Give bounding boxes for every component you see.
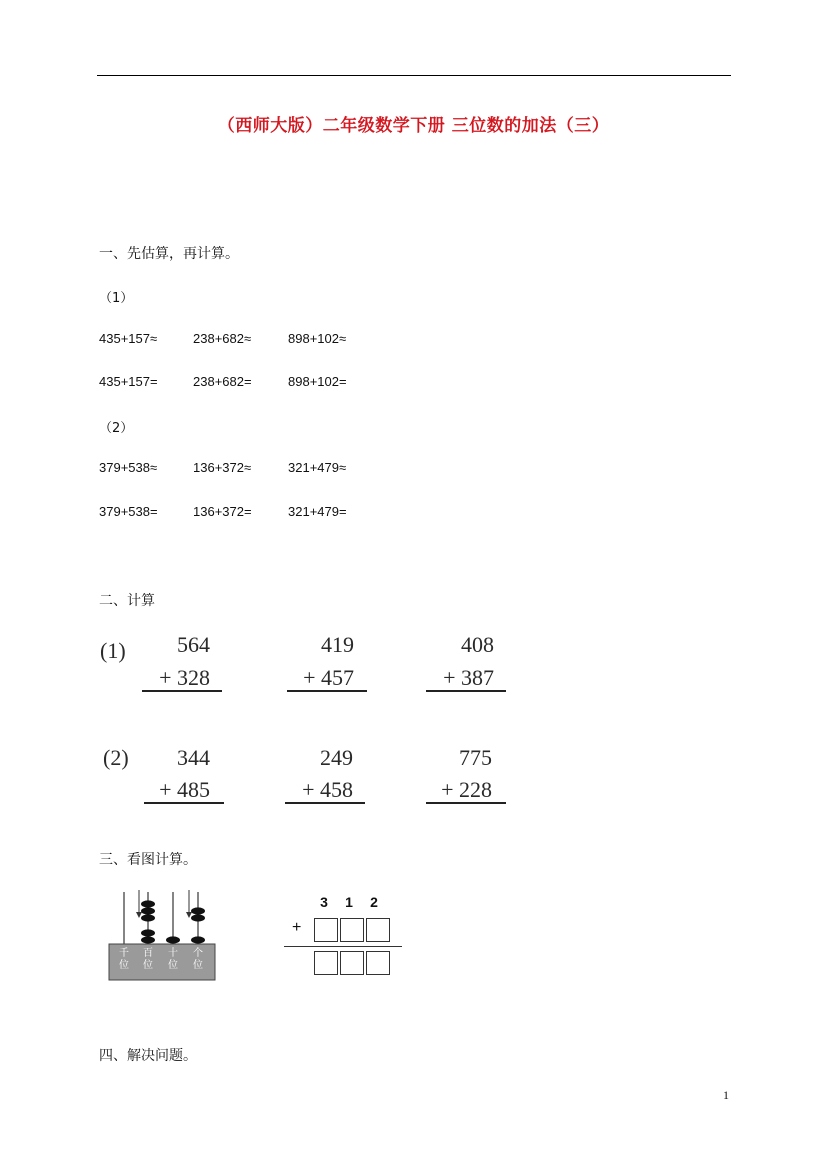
expression: 435+157≈ [99,331,158,346]
addend-digit: 2 [370,894,378,910]
row-1-label: (1) [100,638,126,663]
bottom-addend: + 328 [159,665,210,690]
section-1-part-2-label: （2） [99,421,134,436]
expression: 898+102= [288,374,347,389]
section-1-part-1-label: （1） [99,291,134,306]
expression: 238+682= [193,374,252,389]
top-addend: 564 [177,632,210,657]
addend-digit: 1 [345,894,353,910]
sum-line [144,802,224,804]
top-addend: 419 [321,632,354,657]
section-1-heading: 一、先估算，再计算。 [99,246,239,262]
expression: 136+372= [193,504,252,519]
expression: 379+538≈ [99,460,158,475]
sum-line [287,690,367,692]
page-number: 1 [723,1088,729,1102]
abacus-label-tens: 十位 [168,948,178,971]
row-2-label: (2) [103,745,129,770]
abacus-label-hundreds: 百位 [143,948,153,971]
addend-digit: 3 [320,894,328,910]
header-rule [97,75,731,76]
bottom-addend: + 485 [159,777,210,802]
bottom-addend: + 387 [443,665,494,690]
top-addend: 408 [461,632,494,657]
expression: 435+157= [99,374,158,389]
bottom-addend: + 458 [302,777,353,802]
abacus-label-thousands: 千位 [119,948,129,971]
abacus-label-ones: 个位 [193,948,203,971]
bottom-addend: + 228 [441,777,492,802]
sum-line [284,946,402,947]
answer-box[interactable] [340,918,364,942]
bottom-addend: + 457 [303,665,354,690]
abacus-figure [108,882,216,982]
answer-box[interactable] [314,918,338,942]
box-addition-figure [282,890,404,982]
section-3-heading: 三、看图计算。 [99,852,197,868]
expression: 238+682≈ [193,331,252,346]
answer-box[interactable] [366,951,390,975]
sum-line [426,690,506,692]
section-4-heading: 四、解决问题。 [99,1048,197,1064]
top-addend: 775 [459,745,492,770]
answer-box[interactable] [340,951,364,975]
document-title: （西师大版）二年级数学下册 三位数的加法（三） [217,116,610,136]
expression: 321+479≈ [288,460,347,475]
answer-box[interactable] [314,951,338,975]
expression: 898+102≈ [288,331,347,346]
section-2-heading: 二、计算 [99,593,155,609]
sum-line [142,690,222,692]
expression: 379+538= [99,504,158,519]
top-addend: 344 [177,745,210,770]
answer-box[interactable] [366,918,390,942]
expression: 321+479= [288,504,347,519]
plus-sign: + [292,919,302,936]
sum-line [426,802,506,804]
sum-line [285,802,365,804]
expression: 136+372≈ [193,460,252,475]
top-addend: 249 [320,745,353,770]
